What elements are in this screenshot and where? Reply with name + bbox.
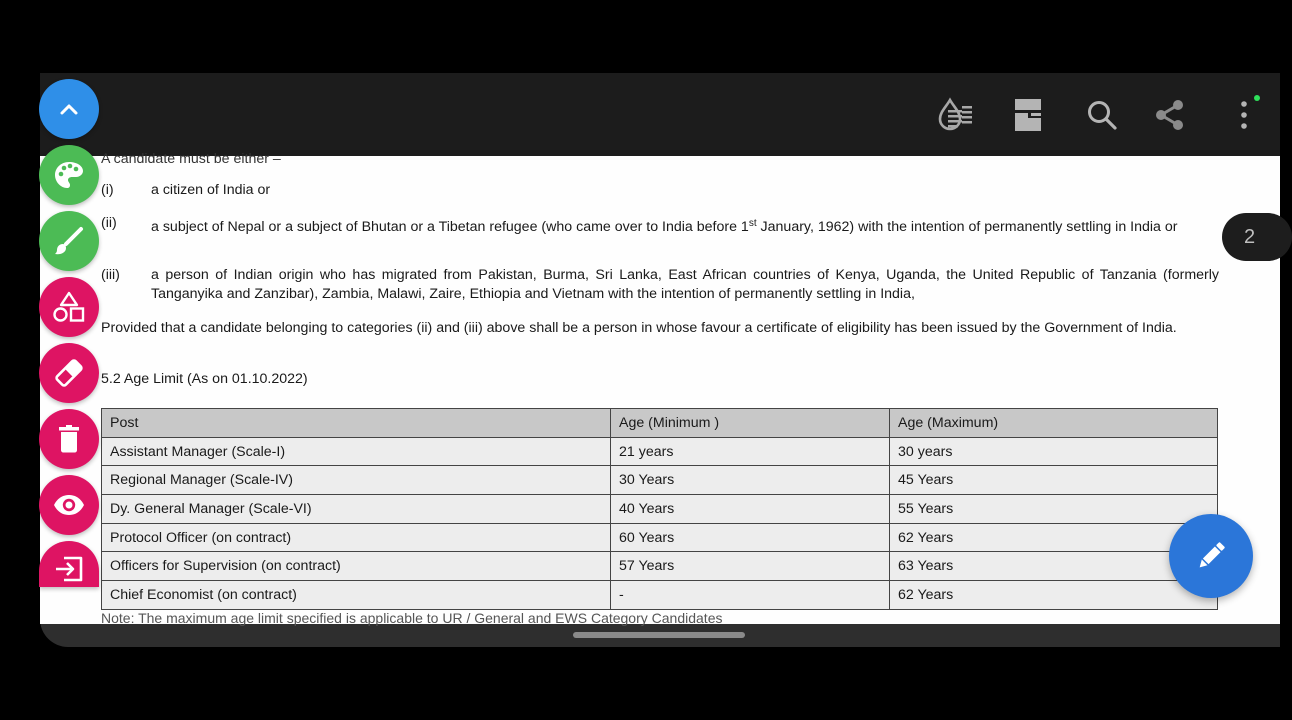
- reading-mode-button[interactable]: [936, 95, 976, 135]
- gesture-home-bar[interactable]: [573, 632, 745, 638]
- cell-age-max: 63 Years: [890, 552, 1218, 581]
- exit-icon: [54, 555, 84, 583]
- share-icon: [1154, 99, 1186, 131]
- table-row: [102, 466, 1218, 495]
- cell-age-max: 62 Years: [890, 581, 1218, 610]
- cell-post: Regional Manager (Scale-IV): [102, 466, 611, 495]
- cell-age-min: -: [611, 581, 890, 610]
- list-number: (ii): [101, 215, 117, 231]
- edit-annotation-button[interactable]: [1169, 514, 1253, 598]
- brush-icon: [54, 226, 84, 256]
- trash-icon: [58, 425, 80, 453]
- shapes-button[interactable]: [39, 277, 99, 337]
- delete-button[interactable]: [39, 409, 99, 469]
- more-options-button[interactable]: [1224, 95, 1264, 135]
- list-text: a citizen of India or: [151, 182, 271, 198]
- list-text: a person of Indian origin who has migrated from Pakistan, Burma, Sri Lanka, East African countries of Kenya, Uganda, the United Republic of Tanzania (formerly Tanganyika and Zanzibar), Zambia, Malawi, Zaire, Ethiopia and Vietnam with the intention of permanently settling in India,: [151, 267, 1219, 302]
- cut-off-note-text: Note: The maximum age limit specified is applicable to UR / General and EWS Category Candidates: [101, 610, 723, 626]
- header-post: Post: [102, 409, 611, 438]
- list-text: [151, 214, 1219, 237]
- top-toolbar: [40, 73, 1280, 156]
- reading-mode-icon: [937, 97, 975, 133]
- proviso-paragraph: Provided that a candidate belonging to categories (ii) and (iii) above shall be a person in whose favour a certificate of eligibility has been issued by the Government of India.: [101, 320, 1177, 336]
- cell-post: Protocol Officer (on contract): [102, 523, 611, 552]
- cell-age-max: 55 Years: [890, 495, 1218, 524]
- cell-age-min: 60 Years: [611, 523, 890, 552]
- more-vert-icon: [1239, 100, 1249, 130]
- cell-post: Chief Economist (on contract): [102, 581, 611, 610]
- pdf-page: [40, 151, 1280, 626]
- table-row: [102, 581, 1218, 610]
- notification-dot: [1254, 95, 1260, 101]
- palette-icon: [54, 161, 84, 189]
- share-button[interactable]: [1150, 95, 1190, 135]
- cut-off-note-line: [101, 610, 801, 626]
- cell-age-max: 62 Years: [890, 523, 1218, 552]
- page-layout-icon: [1014, 98, 1042, 132]
- section-heading: 5.2 Age Limit (As on 01.10.2022): [101, 371, 308, 387]
- cell-age-min: 30 Years: [611, 466, 890, 495]
- cell-age-max: 30 years: [890, 437, 1218, 466]
- header-age-max: Age (Maximum): [890, 409, 1218, 438]
- cell-age-max: 45 Years: [890, 466, 1218, 495]
- table-row: [102, 437, 1218, 466]
- cell-post: Officers for Supervision (on contract): [102, 552, 611, 581]
- table-row: [102, 495, 1218, 524]
- cell-age-min: 21 years: [611, 437, 890, 466]
- list-text-part: a subject of Nepal or a subject of Bhutan or a Tibetan refugee (who came over to India before 1: [151, 219, 749, 235]
- visibility-button[interactable]: [39, 475, 99, 535]
- cell-age-min: 57 Years: [611, 552, 890, 581]
- table-row: [102, 523, 1218, 552]
- pencil-icon: [1193, 538, 1229, 574]
- eye-icon: [53, 494, 85, 516]
- eraser-button[interactable]: [39, 343, 99, 403]
- page-number-indicator[interactable]: 2: [1222, 213, 1292, 261]
- cell-age-min: 40 Years: [611, 495, 890, 524]
- brush-button[interactable]: [39, 211, 99, 271]
- shapes-icon: [52, 291, 86, 323]
- app-window: [40, 73, 1280, 647]
- list-number: (iii): [101, 267, 120, 283]
- cell-post: Assistant Manager (Scale-I): [102, 437, 611, 466]
- page-layout-button[interactable]: [1008, 95, 1048, 135]
- scroll-up-button[interactable]: [39, 79, 99, 139]
- search-button[interactable]: [1082, 95, 1122, 135]
- color-palette-button[interactable]: [39, 145, 99, 205]
- cut-off-intro-line: A candidate must be either –: [101, 151, 281, 167]
- cell-post: Dy. General Manager (Scale-VI): [102, 495, 611, 524]
- table-row: [102, 552, 1218, 581]
- superscript: st: [748, 218, 757, 229]
- list-text-part: January, 1962) with the intention of permanently settling in India or: [756, 219, 1178, 235]
- header-age-min: Age (Minimum ): [611, 409, 890, 438]
- table-header-row: [102, 409, 1218, 438]
- age-limit-table: [101, 408, 1218, 610]
- search-icon: [1086, 99, 1118, 131]
- eraser-icon: [53, 357, 85, 389]
- chevron-up-icon: [59, 102, 79, 116]
- list-number: (i): [101, 182, 114, 198]
